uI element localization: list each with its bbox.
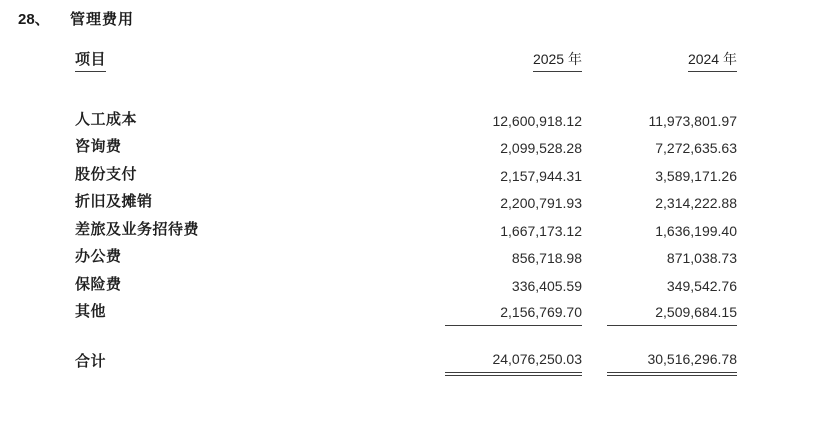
row-value-2025: 336,405.59 <box>511 277 582 294</box>
table-row <box>75 134 737 162</box>
table-row <box>75 244 737 272</box>
table-row <box>75 106 737 134</box>
row-value-2024: 1,636,199.40 <box>655 222 737 239</box>
table-row-other <box>75 299 737 327</box>
row-label: 咨询费 <box>75 138 122 155</box>
table-row <box>75 189 737 217</box>
row-value-2025: 2,099,528.28 <box>500 140 582 156</box>
row-value-2024: 349,542.76 <box>666 277 737 294</box>
header-year-2025-cell <box>445 49 582 72</box>
total-label: 合计 <box>75 352 107 370</box>
row-label: 差旅及业务招待费 <box>75 220 200 238</box>
row-label: 保险费 <box>75 275 122 293</box>
total-value-2024: 30,516,296.78 <box>607 351 737 376</box>
table-row <box>75 216 737 244</box>
row-label: 其他 <box>75 303 107 320</box>
section-number: 28、 <box>18 11 50 28</box>
total-value-2025: 24,076,250.03 <box>445 351 582 376</box>
table-row <box>75 271 737 299</box>
header-year-2024-label: 2024 年 <box>688 49 737 72</box>
row-value-2024: 3,589,171.26 <box>655 167 737 184</box>
table-total-row <box>75 348 737 376</box>
row-label: 人工成本 <box>75 110 138 128</box>
row-value-2024: 11,973,801.97 <box>648 112 737 129</box>
row-value-2025: 12,600,918.12 <box>492 112 582 129</box>
header-year-2024-cell <box>607 49 737 72</box>
row-value-2024: 2,509,684.15 <box>607 304 737 326</box>
row-value-2025: 2,156,769.70 <box>445 304 582 326</box>
row-value-2025: 2,200,791.93 <box>500 195 582 211</box>
row-value-2025: 856,718.98 <box>511 250 582 266</box>
table-header-row <box>75 50 737 72</box>
header-item-cell <box>75 48 445 72</box>
row-label: 折旧及摊销 <box>75 193 153 210</box>
row-label: 股份支付 <box>75 165 138 183</box>
row-label: 办公费 <box>75 248 122 265</box>
row-value-2024: 2,314,222.88 <box>655 195 737 211</box>
row-value-2024: 871,038.73 <box>666 250 737 266</box>
row-value-2025: 1,667,173.12 <box>500 222 582 239</box>
row-value-2024: 7,272,635.63 <box>655 140 737 156</box>
row-value-2025: 2,157,944.31 <box>500 167 582 184</box>
section-title: 管理费用 <box>70 11 135 28</box>
table-row <box>75 161 737 189</box>
admin-expense-table <box>75 50 737 376</box>
header-year-2025-label: 2025 年 <box>533 49 582 72</box>
header-item-label: 项目 <box>75 48 106 72</box>
